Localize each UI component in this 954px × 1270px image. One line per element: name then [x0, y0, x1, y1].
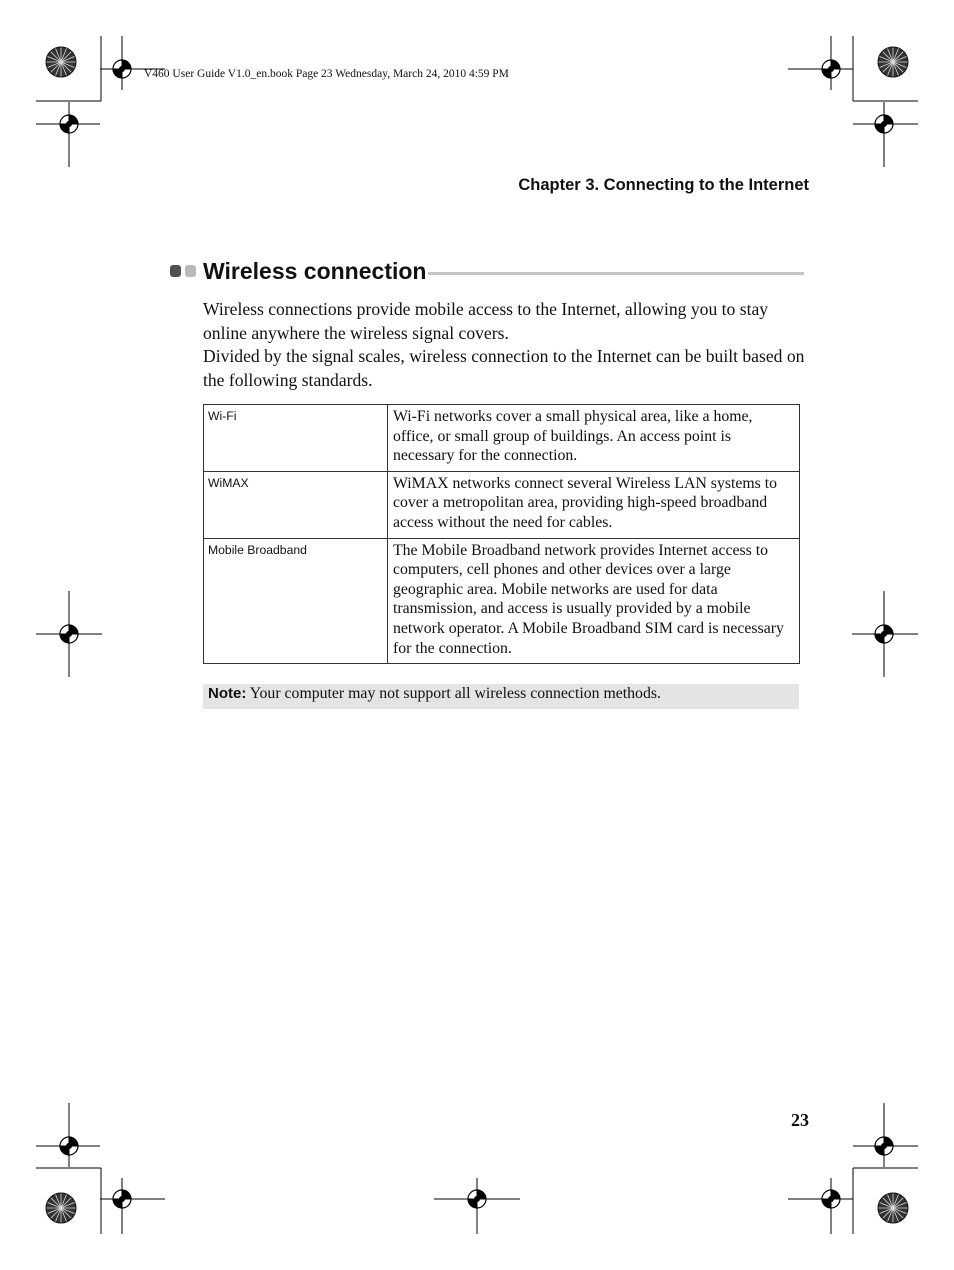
standards-table	[203, 404, 800, 664]
table-row	[204, 405, 800, 472]
corner-star-icon	[878, 1193, 908, 1223]
paragraph: Wireless connections provide mobile access to the Internet, allowing you to stay online anywhere the wireless signal covers.	[203, 299, 769, 343]
note-box	[203, 684, 799, 709]
standard-term: Wi-Fi	[204, 405, 388, 472]
note-text: Your computer may not support all wireless connection methods.	[249, 685, 661, 702]
heading-rule	[428, 272, 804, 275]
corner-star-icon	[46, 1193, 76, 1223]
table-row	[204, 538, 800, 664]
section-title: Wireless connection	[203, 257, 427, 284]
note-label: Note:	[208, 685, 247, 702]
body-text	[203, 298, 808, 392]
section-heading	[170, 256, 804, 286]
corner-star-icon	[878, 47, 908, 77]
print-info: V460 User Guide V1.0_en.book Page 23 Wednesday, March 24, 2010 4:59 PM	[144, 68, 509, 80]
standard-term: WiMAX	[204, 471, 388, 538]
page-number: 23	[791, 1110, 809, 1130]
standard-description: The Mobile Broadband network provides Internet access to computers, cell phones and other devices over a large geographic area. Mobile networks are used for data transmission, and access is usually provided by a mobile network operator. A Mobile Broadband SIM card is necessary for the connection.	[388, 538, 800, 664]
corner-star-icon	[46, 47, 76, 77]
standard-description: WiMAX networks connect several Wireless LAN systems to cover a metropolitan area, providing high-speed broadband access without the need for cables.	[388, 471, 800, 538]
chapter-header: Chapter 3. Connecting to the Internet	[518, 176, 809, 194]
standard-description: Wi-Fi networks cover a small physical area, like a home, office, or small group of buildings. An access point is necessary for the connection.	[388, 405, 800, 472]
paragraph: Divided by the signal scales, wireless connection to the Internet can be built based on the following standards.	[203, 346, 805, 390]
heading-bullets-icon	[170, 265, 196, 277]
table-row	[204, 471, 800, 538]
standard-term: Mobile Broadband	[204, 538, 388, 664]
